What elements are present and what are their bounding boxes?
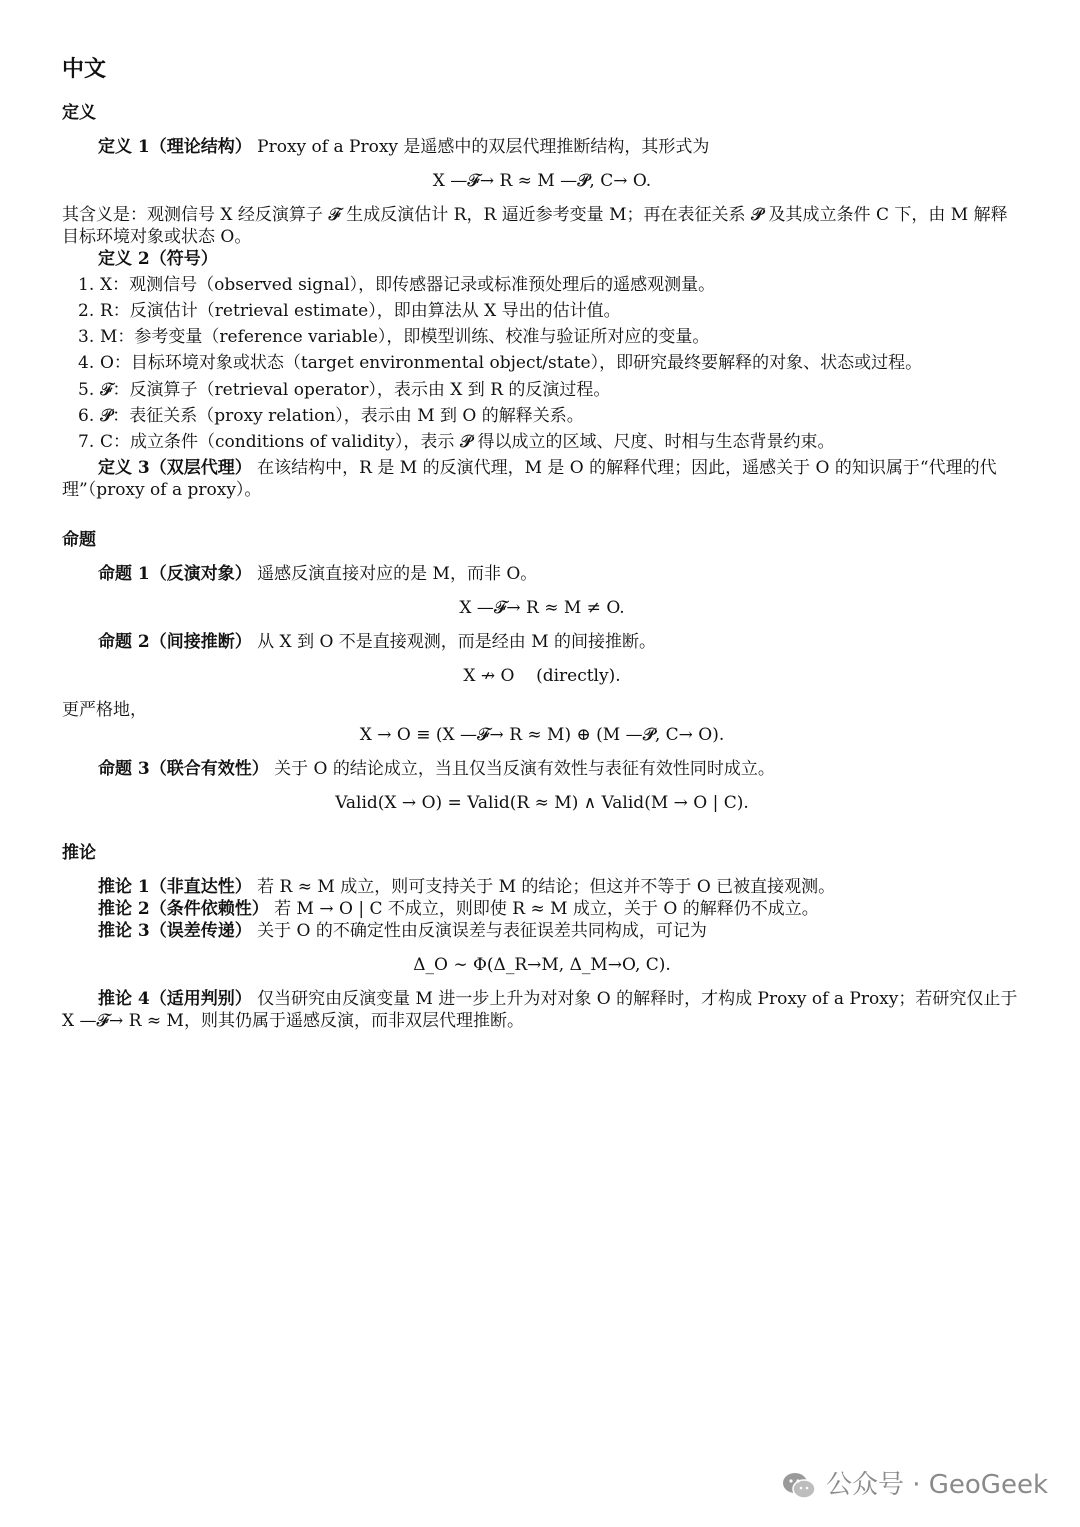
list-item: 6. 𝓟：表征关系（proxy relation），表示由 M 到 O 的解释关系。: [78, 405, 584, 426]
list-item: 3. M：参考变量（reference variable），即模型训练、校准与验证所对应的变量。: [78, 327, 710, 348]
corollaries-heading: 推论: [62, 842, 96, 863]
corollary-4: 推论 4（适用判别） 仅当研究由反演变量 M 进一步上升为对对象 O 的解释时，才构成 Proxy of a Proxy；若研究仅止于 X —𝓕→ R ≈ M，则其仍属于遥感反演，而非双层代理推断。: [62, 989, 1018, 1032]
document-page: [62, 55, 1022, 1055]
corollary-3-equation: Δ_O ∼ Φ(Δ_R→M, Δ_M→O, C).: [413, 955, 671, 976]
list-item: 4. O：目标环境对象或状态（target environmental object/state），即研究最终要解释的对象、状态或过程。: [78, 353, 923, 374]
proposition-2-more: 更严格地，: [62, 700, 147, 721]
definition-3: [62, 457, 1022, 501]
definition-2-label: 定义 2（符号）: [98, 249, 218, 270]
definition-1-label: 定义 1（理论结构）: [98, 136, 252, 157]
proposition-3: 命题 3（联合有效性） 关于 O 的结论成立，当且仅当反演有效性与表征有效性同时成立。: [98, 758, 775, 779]
corollary-1: 推论 1（非直达性） 若 R ≈ M 成立，则可支持关于 M 的结论；但这并不等于 O 已被直接观测。: [98, 876, 836, 897]
proposition-2-equation: X ↛ O (directly).: [463, 666, 621, 687]
definition-1-equation: X —𝓕→ R ≈ M —𝓟, C→ O.: [432, 170, 652, 191]
proposition-1-equation: X —𝓕→ R ≈ M ≠ O.: [459, 598, 625, 619]
list-item: 2. R：反演估计（retrieval estimate），即由算法从 X 导出的估计值。: [78, 301, 621, 322]
page-title: 中文: [62, 56, 107, 82]
definition-1: [62, 136, 1022, 158]
watermark-text: 公众号 · GeoGeek: [825, 1470, 1048, 1501]
proposition-2: 命题 2（间接推断） 从 X 到 O 不是直接观测，而是经由 M 的间接推断。: [98, 632, 657, 653]
definitions-section: [62, 102, 1022, 501]
propositions-section: [62, 529, 1022, 814]
definition-1-explanation: 其含义是：观测信号 X 经反演算子 𝓕 生成反演估计 R，R 逼近参考变量 M；再在表征关系 𝓟 及其成立条件 C 下，由 M 解释目标环境对象或状态 O。: [62, 204, 1008, 247]
wechat-icon: [782, 1471, 816, 1501]
propositions-heading: 命题: [62, 530, 96, 550]
definition-1-text: Proxy of a Proxy 是遥感中的双层代理推断结构，其形式为: [257, 136, 710, 157]
list-item: 7. C：成立条件（conditions of validity），表示 𝓟 得以成立的区域、尺度、时相与生态背景约束。: [78, 431, 835, 452]
definition-3-text: 在该结构中，R 是 M 的反演代理，M 是 O 的解释代理；因此，遥感关于 O 的知识属于“代理的代理”（proxy of a proxy）。: [62, 457, 997, 500]
list-item: 5. 𝓕：反演算子（retrieval operator），表示由 X 到 R 的反演过程。: [78, 379, 611, 400]
corollary-3: 推论 3（误差传递） 关于 O 的不确定性由反演误差与表征误差共同构成，可记为: [98, 921, 707, 942]
definitions-heading: 定义: [62, 102, 96, 123]
symbol-list: [62, 274, 1022, 453]
list-item: 1. X：观测信号（observed signal），即传感器记录或标准预处理后的遥感观测量。: [78, 275, 716, 296]
corollaries-section: [62, 842, 1022, 1033]
corollary-2: 推论 2（条件依赖性） 若 M → O | C 不成立，则即使 R ≈ M 成立，关于 O 的解释仍不成立。: [98, 899, 819, 920]
proposition-2-equation-strict: X → O ≡ (X —𝓕→ R ≈ M) ⊕ (M —𝓟, C→ O).: [359, 724, 725, 745]
definition-3-label: 定义 3（双层代理）: [98, 457, 252, 478]
proposition-3-equation: Valid(X → O) = Valid(R ≈ M) ∧ Valid(M → O | C).: [335, 792, 749, 813]
watermark: [782, 1466, 1048, 1506]
proposition-1: 命题 1（反演对象） 遥感反演直接对应的是 M，而非 O。: [98, 564, 538, 585]
